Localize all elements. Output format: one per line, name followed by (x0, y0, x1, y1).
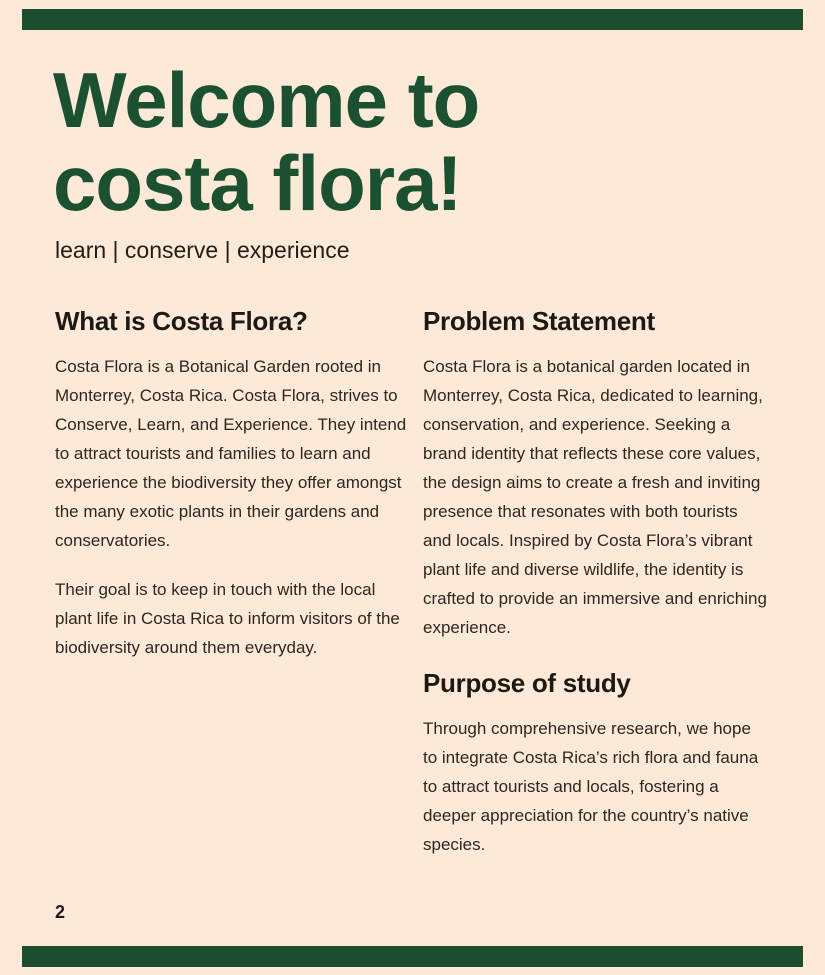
section-problem-statement (423, 306, 768, 642)
content-columns (55, 306, 768, 859)
bottom-rule (22, 946, 803, 967)
section-heading-what-is-costa-flora: What is Costa Flora? (55, 306, 308, 336)
section-purpose-of-study (423, 668, 768, 859)
section-heading-problem-statement: Problem Statement (423, 306, 655, 336)
right-column (423, 306, 768, 859)
problem-statement-paragraph: Costa Flora is a botanical garden located in Monterrey, Costa Rica, dedicated to learning, conservation, and experience. Seeking a brand identity that reflects these core values, the design aims to create a fresh and inviting presence that resonates with both tourists and locals. Inspired by Costa Flora’s vibrant plant life and diverse wildlife, the identity is crafted to provide an immersive and enriching experience. (423, 357, 767, 637)
left-column-paragraph-2: Their goal is to keep in touch with the local plant life in Costa Rica to inform visitors of the biodiversity around them everyday. (55, 580, 400, 657)
page-header (53, 56, 773, 264)
page-number: 2 (55, 902, 66, 922)
top-rule (22, 9, 803, 30)
page-title-line1: Welcome to (53, 56, 480, 144)
left-column-paragraph-1: Costa Flora is a Botanical Garden rooted in Monterrey, Costa Rica. Costa Flora, strives to Conserve, Learn, and Experience. They intend to attract tourists and families to learn and experience the biodiversity they offer amongst the many exotic plants in their gardens and conservatories. (55, 357, 407, 550)
tagline: learn | conserve | experience (55, 237, 350, 263)
section-heading-purpose-of-study: Purpose of study (423, 668, 631, 698)
left-column (55, 306, 407, 859)
page-title (53, 56, 773, 227)
purpose-of-study-paragraph: Through comprehensive research, we hope to integrate Costa Rica’s rich flora and fauna to attract tourists and locals, fostering a deeper appreciation for the country’s native species. (423, 719, 759, 854)
page-title-line2: costa flora! (53, 139, 462, 227)
